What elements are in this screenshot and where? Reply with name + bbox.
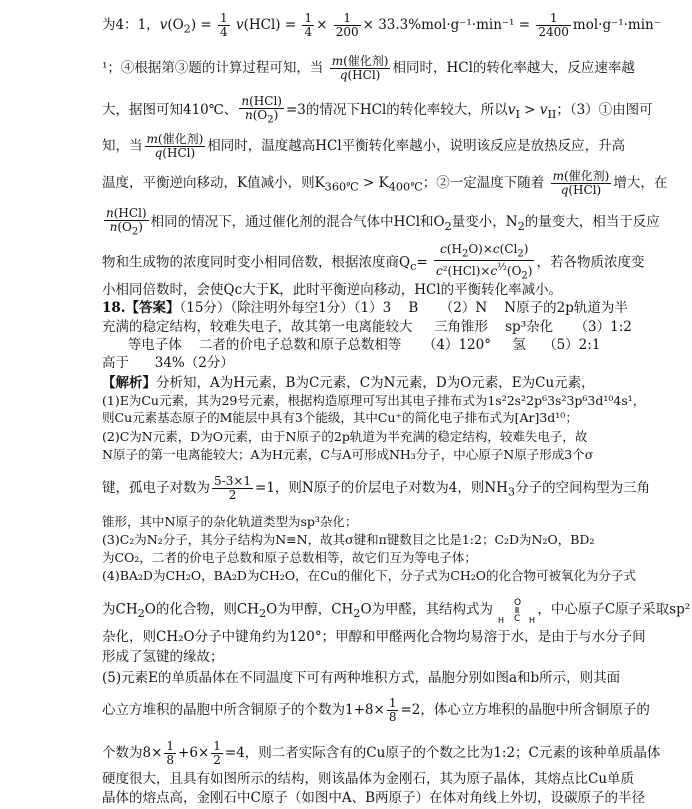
text-line: ¹；④根据第③题的计算过程可知，当 $\frac{\text{m(催化剂)}}{\text{q(HCl)}}$ 相同时，HCl的转化率越大，反应速率越 [102, 54, 635, 82]
text-line: 为CO₂，二者的价电子总数和原子总数相等，故它们互为等电子体； [102, 550, 477, 565]
text-line: 知，当 $\frac{\text{m(催化剂)}}{\text{q(HCl)}}$ 相同时，温度越高HCl平衡转化率越小，说明该反应是放热反应，升高 [102, 132, 626, 160]
answer-line: 18.【答案】（15分）（除注明外每空1分）（1）3 B （2）N N原子的2p轨道为半 [102, 300, 628, 316]
text-line: 大，据图可知410℃、 $\frac{\text{n(HCl)}}{n(O_2)}$ =3的情况下HCl的转化率较大，所以$v_I > v_{II}$；（3）①由图可 [102, 94, 653, 126]
svg-text:O: O [514, 598, 522, 608]
text-line: 键，孤电子对数为 $\frac{5-3\times 1}{2}$ =1，则N原子的价层电子对数为4，则$NH_3$分子的空间构型为三角 [102, 474, 651, 502]
text-line: 充满的稳定结构，较难失电子，故其第一电离能较大 三角锥形 sp³杂化 （3）1:2 [102, 319, 632, 335]
svg-text:H: H [498, 616, 505, 624]
analysis-line: 【解析】分析知，A为H元素，B为C元素，C为N元素，D为O元素，E为Cu元素， [102, 375, 595, 391]
text-line: 小相同倍数时，会使Qc大于K，此时平衡逆向移动，HCl的平衡转化率减小。 [102, 282, 563, 298]
text-line: 高于 34%（2分） [102, 355, 234, 371]
svg-text:C: C [514, 614, 521, 624]
text-line: 个数为8× $\frac{1}{8}$ +6× $\frac{1}{2}$ =4，则二者实际含有的Cu原子的个数之比为1:2；C元素的该种单质晶体 [102, 739, 661, 767]
text-line: 为$CH_2O$的化合物，则$CH_2O$为甲醇，$CH_2O$为甲醛，其结构式为 O C H H ，中心原子C原子采取sp² [102, 598, 691, 624]
text-line: (5)元素E的单质晶体在不同温度下可有两种堆积方式，晶胞分别如图a和b所示，则其面 [102, 670, 621, 686]
text-line: 为4：1，$v(O_2)$ = $\frac{1}{4}$ v(HCl) = $\frac{1}{4}$ × $\frac{1}{200}$ × 33.3%mol·g⁻¹·min⁻¹ = $\frac{1}{2400}$ mol·g⁻¹·min⁻ [102, 11, 661, 39]
text-line: 物和生成物的浓度同时变小相同倍数，根据浓度商$Q_c=$ $\frac{c(H_2O)\times c(Cl_2)}{c^2(HCl)\times c^{\frac{1}{2}}(O_2)}$ ，若各物质浓度变 [102, 242, 645, 282]
text-line: 形成了氢键的缘故； [102, 649, 224, 665]
text-line: N原子的第一电离能较大；A为H元素，C与A可形成NH₃分子，中心原子N原子形成3个σ [102, 447, 594, 462]
text-line: 晶体的熔点高，金刚石中C原子（如图中A、B两原子）在体对角线上外切，设碳原子的半径 [102, 790, 645, 806]
text-line: 硬度很大，且具有如图所示的结构，则该晶体为金刚石，其为原子晶体，其熔点比Cu单质 [102, 771, 635, 787]
text-line: 杂化，则CH₂O分子中键角约为120°；甲醇和甲醛两化合物均易溶于水，是由于与水分子间 [102, 629, 646, 645]
text-line: (4)BA₂D为CH₂O，BA₂D为CH₂O，在Cu的催化下，分子式为CH₂O的化合物可被氧化为分子式 [102, 568, 636, 583]
svg-text:H: H [529, 616, 536, 624]
text-line: (3)C₂为N₂分子，其分子结构为N≡N，故其σ键和π键数目之比是1:2；C₂D为N₂O，BD₂ [102, 532, 595, 547]
text-line: 锥形，其中N原子的杂化轨道类型为sp³杂化； [102, 514, 358, 529]
text-line: 等电子体 二者的价电子总数和原子总数相等 （4）120° 氢 （5）2:1 [102, 337, 601, 353]
text-line: 则Cu元素基态原子的M能层中具有3个能级，其中Cu⁺的简化电子排布式为[Ar]3d¹⁰； [102, 410, 578, 425]
text-line: (1)E为Cu元素，其为29号元素，根据构造原理可写出其电子排布式为1s²2s²2p⁶3s²3p⁶3d¹⁰4s¹， [102, 393, 646, 408]
text-line: (2)C为N元素，D为O元素，由于N原子的2p轨道为半充满的稳定结构，较难失电子，故 [102, 429, 588, 444]
text-line: 心立方堆积的晶胞中所含铜原子的个数为1+8× $\frac{1}{8}$ =2，体心立方堆积的晶胞中所含铜原子的 [102, 696, 650, 724]
text-line: 温度，平衡逆向移动，K值减小，则$K_{360℃} > K_{400℃}$；②一定温度下随着 $\frac{\text{m(催化剂)}}{\text{q(HCl)}}$ 增大，在 [102, 169, 668, 197]
text-line: $\frac{\text{n(HCl)}}{n(O_2)}$ 相同的情况下，通过催化剂的混合气体中HCl和$O_2$量变小，$N_2$的量变大，相当于反应 [106, 206, 660, 238]
formaldehyde-structure-icon [497, 596, 537, 624]
